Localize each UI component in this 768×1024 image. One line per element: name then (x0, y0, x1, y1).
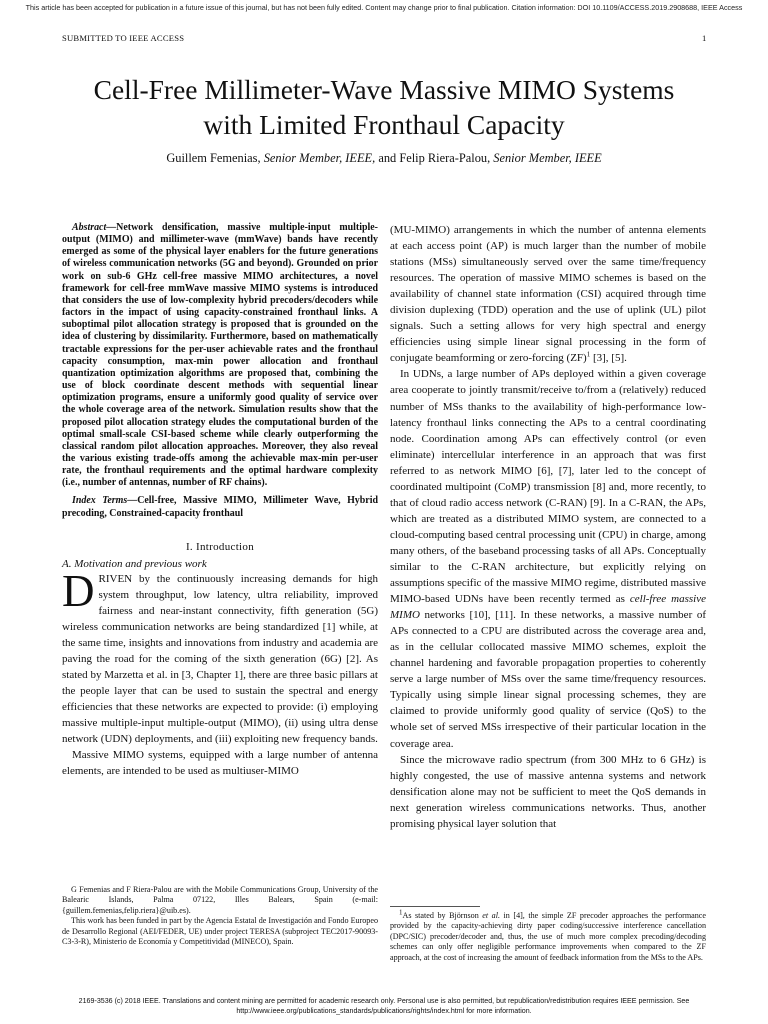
abstract-label: Abstract (72, 222, 107, 233)
right-paragraph-2-emphasis: cell-free massive MIMO (390, 593, 706, 622)
abstract-text: —Network densification, massive multiple-input multiple-output (MIMO) and millimeter-wave (mmWave) bands have recently emerged as some of the physical layer enablers for the future generations of wireless communication networks (5G and beyond). Grounded on prior work on sub-6 GHz cell-free massive MIMO architectures, a novel framework for cell-free mmWave massive MIMO systems is introduced that considers the use of low-complexity hybrid precoders/decoders while factors in the impact of using capacity-constrained fronthaul links. A suboptimal pilot allocation strategy is proposed that is grounded on the idea of clustering by dissimilarity. Furthermore, based on mathematically tractable expressions for the per-user achievable rates and the fronthaul capacity consumption, max-min power allocation and fronthaul quantization optimization algorithms are proposed that, combining the use of block coordinate descent methods with sequential linear optimization programs, ensure a uniformly good quality of service over the whole coverage area of the network. Simulation results show that the proposed pilot allocation strategy eludes the computational burden of the optimal small-scale CSI-based scheme while clearly outperforming the classical random pilot allocation approaches. Moreover, they also reveal the various existing trade-offs among the achievable max-min per-user rate, the fronthaul requirements and the optimal hardware complexity (i.e., number of antennas, number of RF chains). (62, 222, 378, 489)
right-paragraph-1-text: (MU-MIMO) arrangements in which the number of antenna elements at each access point (AP) is much larger than the number of mobile stations (MSs) simultaneously served over the same time/frequency resources. The operation of massive MIMO schemes is based on the availability of channel state information (CSI) acquired through time division duplexing (TDD) operation and the use of uplink (UL) pilot signals. Such a setting allows for very high spectral and energy efficiencies using simple linear signal processing in the form of conjugate beamforming or zero-forcing (ZF) (390, 224, 706, 365)
copyright-link[interactable]: http://www.ieee.org/publications_standards/publications/rights/index.html for more information. (236, 1006, 532, 1015)
index-terms-label: Index Terms (72, 495, 128, 507)
footnote-number-1: 1 (399, 908, 403, 917)
author-conjunction: and (378, 151, 397, 165)
copyright-notice (30, 997, 738, 1016)
author-2-membership: Senior Member, IEEE (493, 151, 602, 165)
paper-title (40, 72, 728, 142)
footnote-marker-1: 1 (586, 350, 591, 359)
drop-cap: D (62, 565, 95, 616)
author-2: Felip Riera-Palou, (399, 151, 491, 165)
section-heading-introduction: I. Introduction (185, 540, 255, 553)
author-list (40, 151, 728, 166)
zf-footnote-emphasis: et al. (482, 911, 500, 920)
index-terms-text: —Cell-free, Massive MIMO, Millimeter Wave, Hybrid precoding, Constrained-capacity fronthaul (62, 495, 378, 519)
accepted-article-banner: This article has been accepted for publication in a future issue of this journal, but has not been fully edited. Content may change prior to final publication. Citation information: DOI 10.1109/ACCESS.2019.2908688, IEEE Access (25, 3, 743, 12)
copyright-line-1: 2169-3536 (c) 2018 IEEE. Translations and content mining are permitted for academic research only. Personal use is also permitted, but republication/redistribution requires IEEE permission. See (78, 997, 690, 1005)
subsection-heading-motivation: A. Motivation and previous work (62, 557, 207, 570)
funding-footnote: This work has been funded in part by the Agencia Estatal de Investigación and Fondo Europeo de Desarrollo Regional (AEI/FEDER, UE) under project TERESA (subproject TEC2017-90093-C3-3-R), Ministerio de Economía y Competitividad (MINECO), Spain. (62, 916, 378, 947)
author-footnote (62, 885, 378, 948)
intro-paragraph-1-text: RIVEN by the continuously increasing demands for high system throughput, low latency, ultra reliability, improved fairness and near-instant connectivity, fifth generation (5G) wireless communication networks are being standardized [1] while, at the same time, insights and innovations from industry and academia are paving the road for the coming of the sixth generation (6G) [2]. As stated by Marzetta et al. in [3, Chapter 1], there are three basic pillars at the people layer that can be used to sustain the spectral and energy efficiencies that these networks are expected to provide: (i) employing massive multiple-input multiple-output (MIMO), (ii) using ultra dense network (UDN) deployments, and (iii) exploiting new frequency bands. (62, 572, 378, 746)
zf-footnote-text-b: in [4], the simple ZF precoder approaches the performance provided by the capacity-achieving dirty paper coding/successive interference cancellation (DPC/SIC) precoder/decoder and, thus, the use of much more complex precoding/decoding schemes can only offer negligible performance improvements when compared to the ZF approach, at the cost of increasing the amount of feedback information from the MSs to the APs. (390, 911, 706, 962)
right-paragraph-1-end: [3], [5]. (590, 352, 627, 365)
index-terms (62, 495, 378, 519)
running-head: SUBMITTED TO IEEE ACCESS (62, 33, 185, 43)
zf-footnote (390, 896, 706, 963)
zf-footnote-text (390, 908, 706, 963)
footnote-rule (390, 906, 480, 907)
title-line-2: with Limited Fronthaul Capacity (203, 109, 565, 140)
right-column (390, 222, 706, 832)
intro-paragraph-1 (62, 565, 378, 748)
right-paragraph-2-text-b: networks [10], [11]. In these networks, a massive number of APs connected to a CPU are distributed across the coverage area and, as in the cellular collocated massive MIMO schemes, exploit the channel hardening and favorable propagation properties to coherently serve a large number of MSs over the same time/frequency resources. Typically using simple linear signal processing schemes, they are claimed to provide uniformly good quality of service (QoS) to the whole set of served MSs irrespective of their particular location in the coverage area. (390, 609, 706, 750)
right-paragraph-2-text-a: In UDNs, a large number of APs deployed within a given coverage area cooperate to jointly transmit/receive to/from a (relatively) reduced number of MSs thanks to the availability of high-performance low-latency fronthaul links connecting the APs to a central coordinating node. Coordination among APs can effectively control (or even eliminate) intercellular interference in an approach that was first referred to as network MIMO [6], [7], later led to the concept of coordinated multipoint (CoMP) transmission [8] and, more recently, to that of cloud radio access network (C-RAN) [9]. In a C-RAN, the APs, which are treated as a distributed MIMO system, are connected to a cloud-computing based central processing unit (CPU) in charge, among many others, of the baseband processing tasks of all APs. Conceptually similar to the C-RAN architecture, but explicitly relying on assumptions specific of the massive MIMO regime, distributed massive MIMO-based UDNs have been recently termed as (390, 368, 706, 606)
title-line-1: Cell-Free Millimeter-Wave Massive MIMO Systems (93, 74, 675, 105)
right-paragraph-2 (390, 366, 706, 751)
right-paragraph-3: Since the microwave radio spectrum (from 300 MHz to 6 GHz) is highly congested, the use of massive antenna systems and network densification alone may not be sufficient to meet the QoS demands in next generation wireless communications networks. Thus, another promising physical layer solution that (390, 753, 706, 830)
zf-footnote-text-a: As stated by Björnson (402, 911, 483, 920)
author-1-membership: Senior Member, IEEE, (263, 151, 376, 165)
right-paragraph-1 (390, 222, 706, 366)
page-number: 1 (702, 33, 707, 43)
left-column (62, 222, 378, 779)
affiliation-footnote: G Femenias and F Riera-Palou are with the Mobile Communications Group, University of the Balearic Islands, Palma 07122, Illes Balears, Spain (e-mail: {guillem.femenias,felip.riera}@uib.es). (62, 885, 378, 915)
intro-paragraph-2: Massive MIMO systems, equipped with a large number of antenna elements, are intended to be used as multiuser-MIMO (62, 749, 378, 778)
author-1: Guillem Femenias, (166, 151, 261, 165)
abstract (62, 222, 378, 489)
